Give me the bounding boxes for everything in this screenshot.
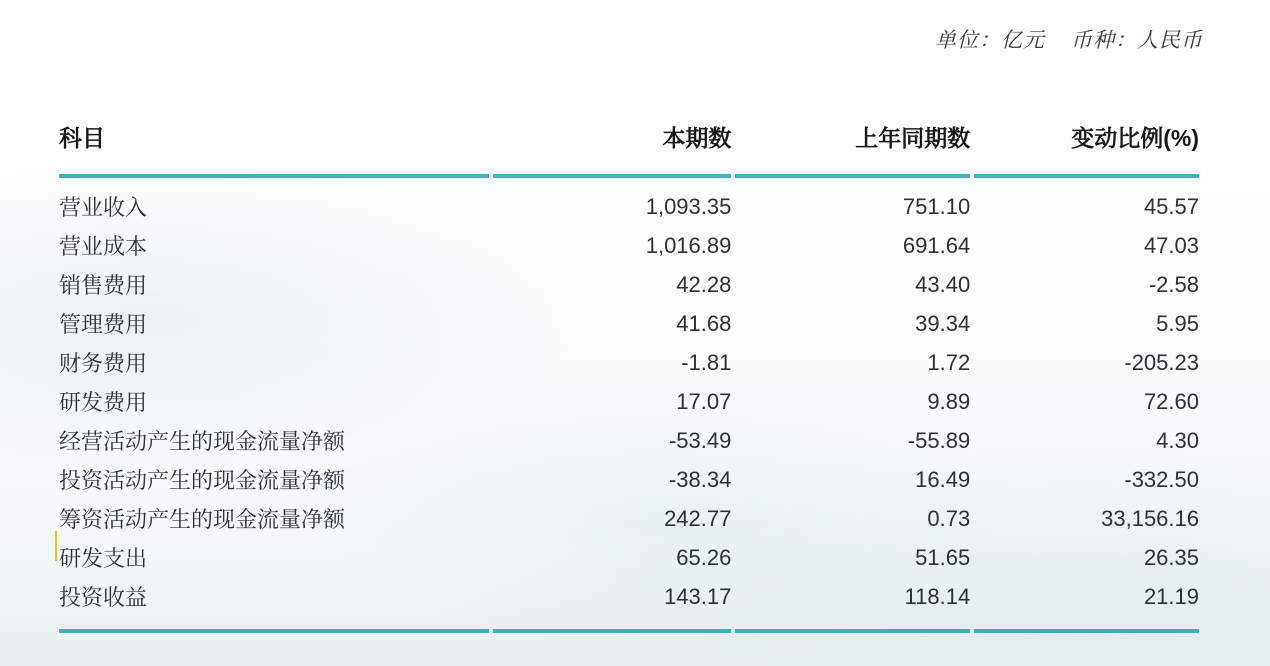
table-row <box>59 460 1199 499</box>
cell-prior: 16.49 <box>915 466 971 492</box>
column-header-subject: 科目 <box>59 106 489 178</box>
financial-summary-table <box>55 106 1203 633</box>
row-label: 研发费用 <box>59 390 148 415</box>
table-row <box>59 538 1199 577</box>
table-row <box>59 382 1199 421</box>
row-label: 管理费用 <box>59 312 148 337</box>
table-row <box>59 265 1199 304</box>
row-label: 投资收益 <box>59 577 489 633</box>
table-row <box>59 226 1199 265</box>
cell-prior: 0.73 <box>927 505 971 531</box>
table-row <box>59 577 1199 633</box>
table-row <box>59 499 1199 538</box>
cell-prior: 39.34 <box>915 310 971 336</box>
unit-currency-note <box>935 24 1203 54</box>
cell-current: 17.07 <box>676 388 732 414</box>
row-label: 研发支出 <box>59 546 148 571</box>
column-header-prior-period: 上年同期数 <box>735 106 970 178</box>
column-header-change-percent: 变动比例(%) <box>974 106 1199 178</box>
row-label: 财务费用 <box>59 351 148 376</box>
cell-prior: 751.10 <box>902 193 971 219</box>
cell-prior: 118.14 <box>735 577 970 633</box>
cell-change: 26.35 <box>1143 544 1199 570</box>
cell-change: -205.23 <box>1124 349 1199 375</box>
row-label: 投资活动产生的现金流量净额 <box>59 468 346 493</box>
column-header-current-period: 本期数 <box>493 106 732 178</box>
row-label: 营业成本 <box>59 234 148 259</box>
cell-change: 47.03 <box>1143 232 1199 258</box>
cell-current: 1,093.35 <box>645 193 732 219</box>
cell-current: 1,016.89 <box>645 232 732 258</box>
cell-change: 45.57 <box>1143 193 1199 219</box>
cell-current: -38.34 <box>668 466 732 492</box>
unit-label: 单位：亿元 <box>935 29 1045 52</box>
cell-change: 4.30 <box>1156 427 1199 453</box>
cell-change: -332.50 <box>1124 466 1199 492</box>
cell-current: -1.81 <box>681 349 732 375</box>
cell-change: 5.95 <box>1156 310 1199 336</box>
cell-current: 41.68 <box>676 310 732 336</box>
table-row <box>59 178 1199 226</box>
cell-current: 242.77 <box>664 505 732 531</box>
cell-change: 33,156.16 <box>1101 505 1199 531</box>
cell-prior: 691.64 <box>902 232 971 258</box>
cell-change: 72.60 <box>1143 388 1199 414</box>
table-row <box>59 343 1199 382</box>
table-header-row <box>59 106 1199 178</box>
cell-prior: -55.89 <box>907 427 971 453</box>
row-label: 营业收入 <box>59 195 148 220</box>
row-label: 经营活动产生的现金流量净额 <box>59 429 346 454</box>
row-label: 销售费用 <box>59 273 148 298</box>
text-cursor <box>55 531 57 561</box>
cell-prior: 51.65 <box>915 544 971 570</box>
cell-current: -53.49 <box>668 427 732 453</box>
table-row <box>59 304 1199 343</box>
cell-change: 21.19 <box>974 577 1199 633</box>
cell-current: 143.17 <box>493 577 732 633</box>
table-row <box>59 421 1199 460</box>
cell-change: -2.58 <box>1148 271 1199 297</box>
currency-label: 币种：人民币 <box>1071 29 1203 52</box>
row-label: 筹资活动产生的现金流量净额 <box>59 507 346 532</box>
cell-prior: 1.72 <box>927 349 971 375</box>
cell-prior: 43.40 <box>915 271 971 297</box>
cell-current: 42.28 <box>676 271 732 297</box>
cell-current: 65.26 <box>676 544 732 570</box>
cell-prior: 9.89 <box>927 388 971 414</box>
